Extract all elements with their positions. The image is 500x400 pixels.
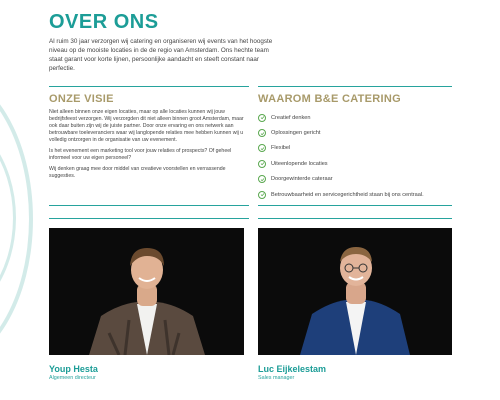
- team-member-name: Youp Hesta: [49, 364, 98, 374]
- divider-why-bottom: [258, 205, 452, 206]
- divider-team-left: [49, 218, 249, 219]
- check-circle-icon: [258, 129, 266, 137]
- list-item: [258, 156, 458, 171]
- list-item: [258, 172, 458, 187]
- list-item: [258, 141, 458, 156]
- portrait-photo-luc: [258, 228, 452, 355]
- list-item-label: Doorgewinterde cateraar: [271, 176, 333, 183]
- why-list: [258, 110, 458, 202]
- vision-heading: ONZE VISIE: [49, 93, 114, 105]
- list-item-label: Creatief denken: [271, 114, 311, 121]
- check-circle-icon: [258, 114, 266, 122]
- team-member-name: Luc Eijkelestam: [258, 364, 327, 374]
- team-member-role: Algemeen directeur: [49, 375, 96, 381]
- list-item-label: Betrouwbaarheid en servicegerichtheid staan bij ons centraal.: [271, 191, 424, 198]
- check-circle-icon: [258, 191, 266, 199]
- divider-vision-top: [49, 86, 249, 87]
- list-item: [258, 110, 458, 125]
- intro-text: Al ruim 30 jaar verzorgen wij catering en organiseren wij events van het hoogste niveau op de mooiste locaties in de de regio van Amsterdam. Ons hechte team staat garant voor korte lijnen, persoonlijke aandacht en steeft constant naar perfectie.: [49, 38, 273, 72]
- list-item: [258, 187, 458, 202]
- list-item-label: Uiteenlopende locaties: [271, 160, 328, 167]
- vision-paragraph: Niet alleen binnen onze eigen locaties, maar op alle locaties kunnen wij jouw bedrijfsfeest verzorgen. Wij verzorgden dit niet alleen binnen groot Amsterdam, maar ook daar buiten zijn wij de juiste partner. Door onze ervaring en ons netwerk aan betrouwbare toeleveranciers waar wij langlopende relaties mee hebben kunnen wij u volledig ontzorgen in de organisatie van uw evenement.: [49, 109, 244, 143]
- team-member-role: Sales manager: [258, 375, 295, 381]
- list-item: [258, 125, 458, 140]
- check-circle-icon: [258, 160, 266, 168]
- divider-vision-bottom: [49, 205, 249, 206]
- divider-why-top: [258, 86, 452, 87]
- vision-body: [49, 109, 249, 184]
- list-item-label: Flexibel: [271, 145, 291, 152]
- list-item-label: Oplossingen gericht: [271, 130, 321, 137]
- vision-paragraph: Is het evenement een marketing tool voor jouw relaties of prospects? Of geheel informeel voor uw eigen personeel?: [49, 148, 232, 161]
- check-circle-icon: [258, 175, 266, 183]
- portrait-photo-youp: [49, 228, 244, 355]
- check-circle-icon: [258, 144, 266, 152]
- why-heading: WAAROM B&E CATERING: [258, 93, 401, 105]
- divider-team-right: [258, 218, 452, 219]
- page-title: OVER ONS: [49, 11, 159, 33]
- vision-paragraph: Wij denken graag mee door middel van creatieve voorstellen en verrassende suggesties.: [49, 166, 226, 179]
